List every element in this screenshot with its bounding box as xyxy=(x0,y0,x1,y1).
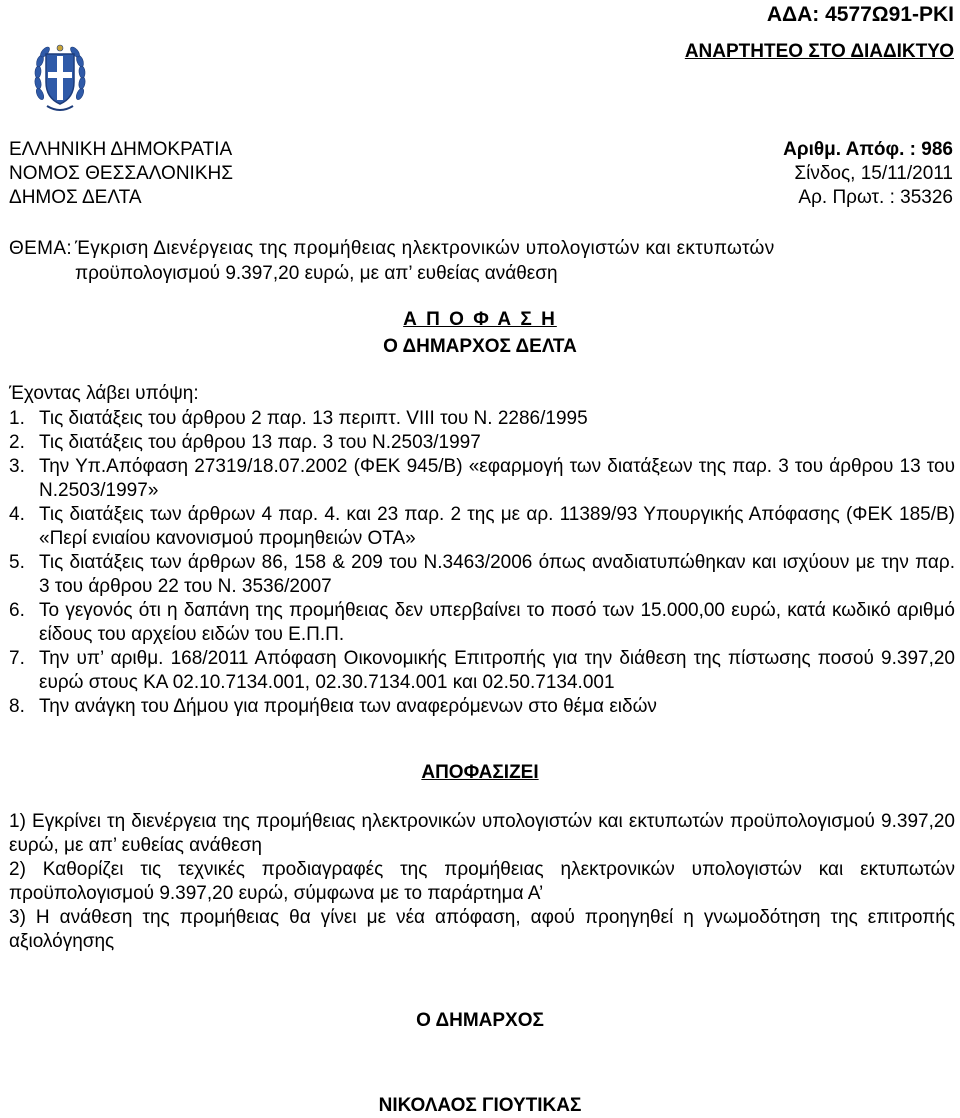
mayor-title: Ο ΔΗΜΑΡΧΟΣ ΔΕΛΤΑ xyxy=(383,336,577,357)
issuer-country: ΕΛΛΗΝΙΚΗ ΔΗΜΟΚΡΑΤΙΑ xyxy=(9,139,233,160)
item-text: Τις διατάξεις των άρθρων 86, 158 & 209 του Ν.3463/2006 όπως αναδιατυπώθηκαν και ισχύουν με την παρ. 3 του άρθρου 22 του Ν. 3536/2007 xyxy=(39,552,955,597)
issuer-municipality: ΔΗΜΟΣ ΔΕΛΤΑ xyxy=(9,187,142,208)
item-text: Την ανάγκη του Δήμου για προμήθεια των αναφερόμενων στο θέμα ειδών xyxy=(39,696,657,717)
decision-paragraph-1: 1) Εγκρίνει τη διενέργεια της προμήθειας ηλεκτρονικών υπολογιστών και εκτυπωτών προϋπολογισμού 9.397,20 ευρώ, με απ’ ευθείας ανάθεση xyxy=(9,811,955,856)
item-text: Το γεγονός ότι η δαπάνη της προμήθειας δεν υπερβαίνει το ποσό των 15.000,00 ευρώ, κατά κωδικό αριθμό είδους του αρχείου ειδών του Ε.Π.Π. xyxy=(39,600,955,645)
ada-code: ΑΔΑ: 4577Ω91-ΡΚΙ xyxy=(766,3,954,26)
item-number: 3. xyxy=(9,456,25,477)
list-item xyxy=(9,455,955,503)
item-number: 1. xyxy=(9,408,25,429)
item-number: 6. xyxy=(9,600,25,621)
item-text: Τις διατάξεις του άρθρου 2 παρ. 13 περιπτ. VIII του Ν. 2286/1995 xyxy=(39,408,588,429)
subject-line-2: προϋπολογισμού 9.397,20 ευρώ, με απ’ ευθείας ανάθεση xyxy=(75,263,558,284)
place-date: Σίνδος, 15/11/2011 xyxy=(794,163,953,184)
list-item xyxy=(9,431,955,455)
item-number: 4. xyxy=(9,504,25,525)
decisions-block xyxy=(9,810,955,954)
list-item xyxy=(9,551,955,599)
issuer-prefecture: ΝΟΜΟΣ ΘΕΣΣΑΛΟΝΙΚΗΣ xyxy=(9,163,233,184)
item-text: Τις διατάξεις των άρθρων 4 παρ. 4. και 23 παρ. 2 της με αρ. 11389/93 Υπουργικής Απόφασης (ΦΕΚ 185/Β) «Περί ενιαίου κανονισμού προμηθειών ΟΤΑ» xyxy=(39,504,955,549)
subject-label: ΘΕΜΑ: xyxy=(9,238,72,259)
item-number: 2. xyxy=(9,432,25,453)
posted-online-notice: ΑΝΑΡΤΗΤΕΟ ΣΤΟ ΔΙΑΔΙΚΤΥΟ xyxy=(684,41,954,62)
list-item xyxy=(9,599,955,647)
item-number: 5. xyxy=(9,552,25,573)
subject-line-1: Έγκριση Διενέργειας της προμήθειας ηλεκτρονικών υπολογιστών και εκτυπωτών xyxy=(75,238,775,259)
item-text: Την υπ’ αριθμ. 168/2011 Απόφαση Οικονομικής Επιτροπής για την διάθεση της πίστωσης ποσού 9.397,20 ευρώ στους ΚΑ 02.10.7134.001, 02.30.7134.001 και 02.50.7134.001 xyxy=(39,648,955,693)
greek-coat-of-arms-icon xyxy=(33,40,87,116)
header-row-3 xyxy=(9,186,953,210)
considering-label: Έχοντας λάβει υπόψη: xyxy=(9,383,199,404)
decision-paragraph-3: 3) Η ανάθεση της προμήθειας θα γίνει με νέα απόφαση, αφού προηγηθεί η γνωμοδότηση της επιτροπής αξιολόγησης xyxy=(9,907,955,952)
item-number: 8. xyxy=(9,696,25,717)
decision-paragraph-2: 2) Καθορίζει τις τεχνικές προδιαγραφές της προμήθειας ηλεκτρονικών υπολογιστών και εκτυπωτών προϋπολογισμού 9.397,20 ευρώ, σύμφωνα με το παράρτημα Α’ xyxy=(9,859,955,904)
item-text: Την Υπ.Απόφαση 27319/18.07.2002 (ΦΕΚ 945/Β) «εφαρμογή των διατάξεων της παρ. 3 του άρθρου 13 του Ν.2503/1997» xyxy=(39,456,955,501)
signature-title: Ο ΔΗΜΑΡΧΟΣ xyxy=(416,1010,544,1031)
list-item xyxy=(9,407,955,431)
protocol-number: Αρ. Πρωτ. : 35326 xyxy=(798,187,953,208)
list-item xyxy=(9,695,955,719)
decision-number: Αριθμ. Απόφ. : 986 xyxy=(783,139,953,160)
considerations-list xyxy=(9,407,955,719)
header-row-2 xyxy=(9,162,953,186)
list-item xyxy=(9,647,955,695)
list-item xyxy=(9,503,955,551)
signature-name: ΝΙΚΟΛΑΟΣ ΓΙΟΥΤΙΚΑΣ xyxy=(378,1095,582,1116)
subject xyxy=(9,236,953,286)
item-number: 7. xyxy=(9,648,25,669)
header-row-1 xyxy=(9,138,953,162)
item-text: Τις διατάξεις του άρθρου 13 παρ. 3 του Ν.2503/1997 xyxy=(39,432,481,453)
decides-heading: ΑΠΟΦΑΣΙΖΕΙ xyxy=(421,762,539,783)
decision-title: Α Π Ο Φ Α Σ Η xyxy=(403,309,557,330)
